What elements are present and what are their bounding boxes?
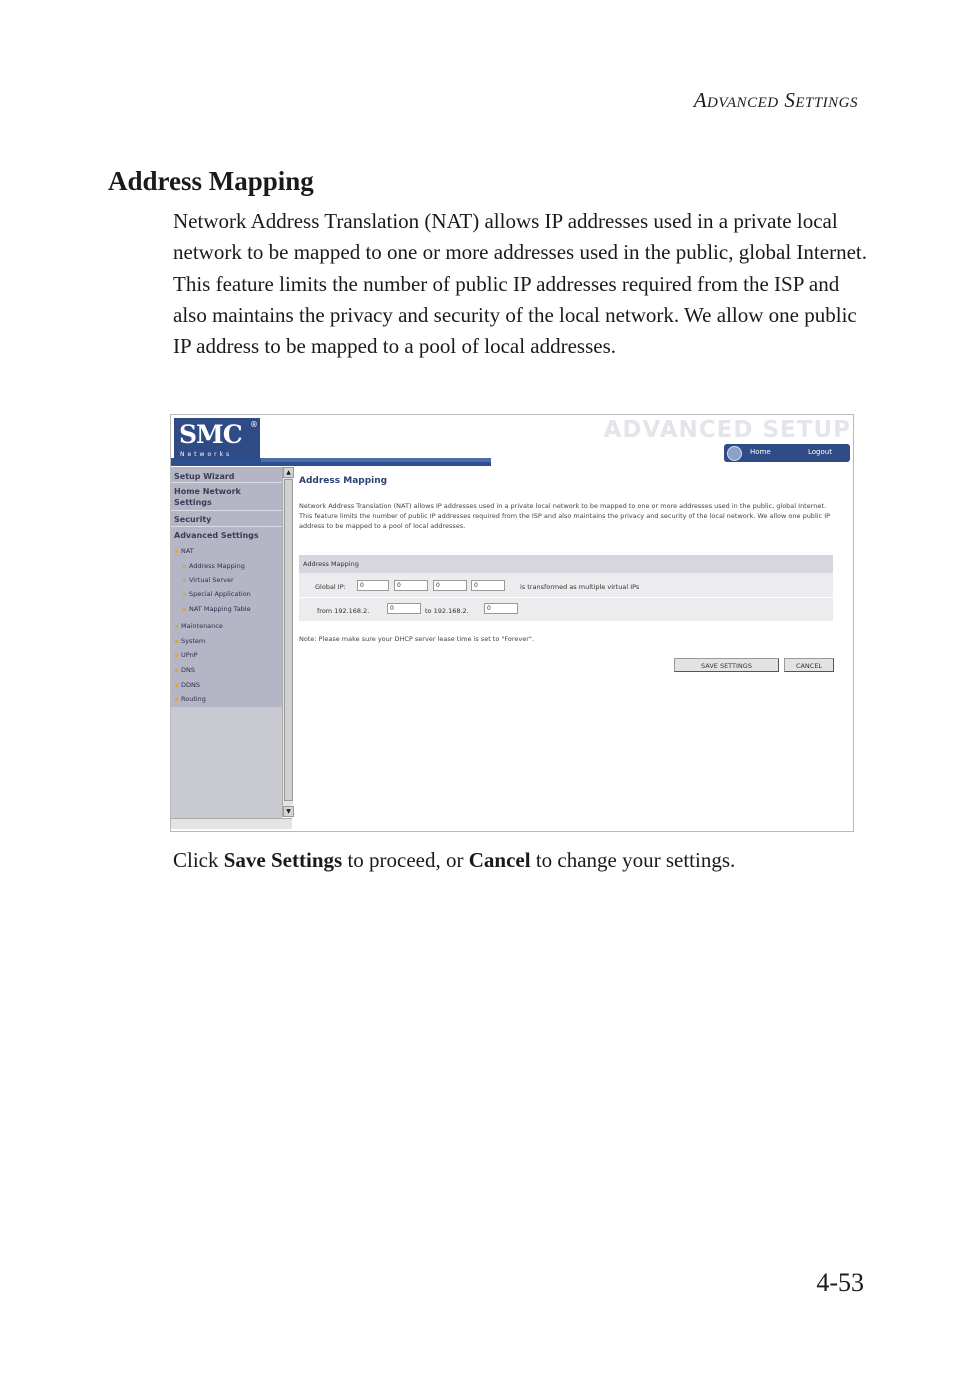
sidebar-item-security[interactable]: Security [174,515,212,524]
logout-link[interactable]: Logout [808,448,832,456]
sidebar-item-label: UPnP [181,651,198,659]
dhcp-note: Note: Please make sure your DHCP server lease time is set to "Forever". [299,635,534,643]
sidebar-divider [171,526,282,527]
caption-cancel: Cancel [468,848,531,872]
content-description: Network Address Translation (NAT) allows IP addresses used in a private local network to be mapped to one or more addresses used in the public, global Internet. This feature limits the number of public IP addresses required from the ISP and also maintains the privacy and security of the local network. We allow one public IP address to be mapped to a pool of local addresses. [299,502,831,530]
bullet-icon [175,625,178,628]
bullet-icon [183,579,186,582]
global-ip-octet-3[interactable]: 0 [433,580,467,591]
panel-header [299,555,833,573]
caption-save-settings: Save Settings [223,848,343,872]
sidebar-item-label: Maintenance [181,622,223,630]
caption [173,848,735,873]
to-ip-input[interactable]: 0 [484,603,518,614]
body-paragraph: Network Address Translation (NAT) allows IP addresses used in a private local network to be mapped to one or more addresses used in the public, global Internet. This feature limits the number of public IP addresses required from the ISP and also maintains the privacy and security of the local network. We allow one public IP address to be mapped to a pool of local addresses. [173,209,867,359]
caption-prefix: Click [173,848,224,872]
sidebar-item-label: DNS [181,666,195,674]
save-settings-button[interactable]: SAVE SETTINGS [674,658,779,672]
sidebar-item-label: Routing [181,695,206,703]
bullet-icon [183,565,186,568]
sidebar-item-nat-mapping-table[interactable] [183,605,251,613]
panel-header-label: Address Mapping [303,560,359,568]
bullet-icon [175,654,178,657]
sidebar-item-dns[interactable] [175,666,195,674]
to-label: to 192.168.2. [425,607,469,615]
sidebar-item-label: Address Mapping [189,562,245,570]
bullet-icon [175,640,178,643]
caption-suffix: to change your settings. [530,848,736,872]
sidebar-item-advanced-settings[interactable]: Advanced Settings [174,531,259,540]
home-link[interactable]: Home [750,448,771,456]
sidebar-item-routing[interactable] [175,695,206,703]
nav-bar-accent [261,458,491,462]
sidebar-item-maintenance[interactable] [175,622,223,630]
bullet-icon [175,698,178,701]
sidebar [171,467,282,828]
vertical-scrollbar[interactable] [282,467,293,817]
sidebar-item-nat[interactable] [175,547,194,555]
bullet-icon [175,684,178,687]
sidebar-item-label: NAT [181,547,194,555]
global-ip-octet-2[interactable]: 0 [394,580,428,591]
sidebar-item-ddns[interactable] [175,681,200,689]
smc-logo [174,418,260,460]
logo-registered-mark: ® [250,420,258,429]
sidebar-divider [171,510,282,511]
sidebar-item-upnp[interactable] [175,651,198,659]
cancel-button[interactable]: CANCEL [784,658,834,672]
logo-subtext: Networks [180,451,233,458]
top-nav-buttons [724,444,850,462]
scroll-up-arrow-icon[interactable]: ▲ [283,467,294,478]
global-ip-octet-1[interactable]: 0 [357,580,389,591]
sidebar-item-virtual-server[interactable] [183,576,234,584]
horizontal-scrollbar[interactable] [171,818,292,829]
sidebar-item-home-network-settings[interactable]: Home Network Settings [174,487,241,507]
transform-text: is transformed as multiple virtual IPs [520,583,640,591]
running-header: Advanced Settings [693,88,858,112]
globe-icon [727,446,742,461]
sidebar-item-special-application[interactable] [183,590,251,598]
scroll-thumb[interactable] [284,479,293,801]
global-ip-octet-4[interactable]: 0 [471,580,505,591]
sidebar-menu [171,467,282,707]
page-number: 4-53 [816,1268,864,1297]
bullet-icon [175,669,178,672]
logo-text: SMC [179,420,242,449]
bullet-icon [183,593,186,596]
from-ip-input[interactable]: 0 [387,603,421,614]
content-title: Address Mapping [299,476,388,486]
sidebar-item-label: Special Application [189,590,251,598]
from-label: from 192.168.2. [317,607,370,615]
address-mapping-panel [299,555,833,621]
sidebar-item-label: Virtual Server [189,576,234,584]
sidebar-item-label: DDNS [181,681,200,689]
sidebar-item-label: NAT Mapping Table [189,605,251,613]
sidebar-item-label: System [181,637,206,645]
screenshot-header [171,415,853,467]
advanced-setup-title: ADVANCED SETUP [603,417,851,443]
panel-row-divider [299,597,833,598]
sidebar-divider [171,482,282,483]
scroll-down-arrow-icon[interactable]: ▼ [283,806,294,817]
sidebar-item-setup-wizard[interactable]: Setup Wizard [174,472,235,481]
router-screenshot [170,414,854,832]
bullet-icon [175,550,178,553]
sidebar-item-system[interactable] [175,637,205,645]
bullet-icon [183,608,186,611]
sidebar-item-address-mapping[interactable] [183,562,245,570]
section-title: Address Mapping [108,166,314,196]
global-ip-label: Global IP: [315,583,346,591]
caption-middle: to proceed, or [342,848,469,872]
